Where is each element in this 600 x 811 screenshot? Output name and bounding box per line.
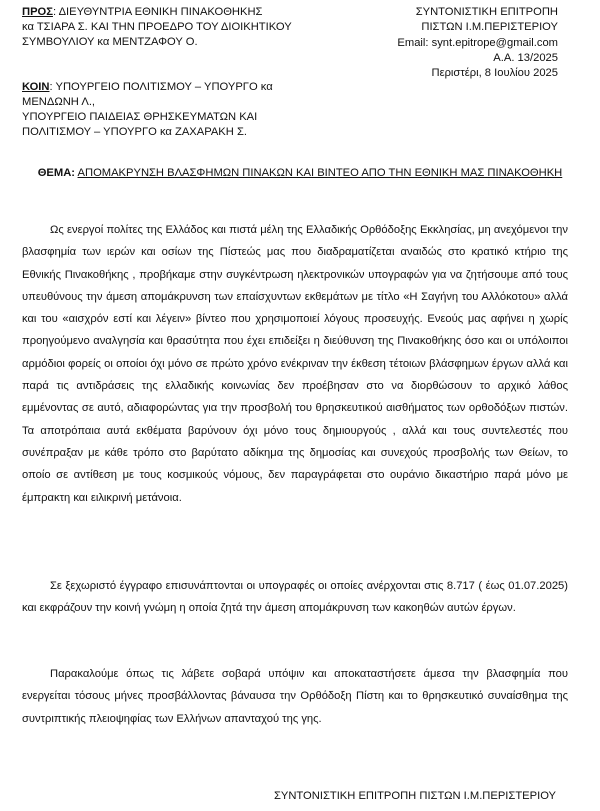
sender-email: Email: synt.epitrope@gmail.com bbox=[397, 36, 558, 49]
subject-text: ΑΠΟΜΑΚΡΥΝΣΗ ΒΛΑΣΦΗΜΩΝ ΠΙΝΑΚΩΝ ΚΑΙ ΒΙΝΤΕΟ ΑΠΟ ΤΗΝ ΕΘΝΙΚΗ ΜΑΣ ΠΙΝΑΚΟΘΗΚΗ bbox=[77, 167, 563, 179]
cc-line-3: ΥΠΟΥΡΓΕΙΟ ΠΑΙΔΕΙΑΣ ΘΡΗΣΚΕΥΜΑΤΩΝ ΚΑΙ bbox=[22, 111, 258, 123]
addressee-prefix: ΠΡΟΣ bbox=[22, 6, 53, 18]
addressee-line-2: κα ΤΣΙΑΡΑ Σ. ΚΑΙ ΤΗΝ ΠΡΟΕΔΡΟ ΤΟΥ ΔΙΟΙΚΗΤΙΚΟΥ bbox=[22, 21, 292, 33]
addressee-line-1 bbox=[22, 5, 262, 20]
reference-number: Α.Α. 13/2025 bbox=[493, 51, 558, 64]
addressee-line-3: ΣΥΜΒΟΥΛΙΟΥ κα ΜΕΝΤΖΑΦΟΥ Ο. bbox=[22, 36, 198, 48]
place-date: Περιστέρι, 8 Ιουλίου 2025 bbox=[431, 67, 558, 80]
subject-line bbox=[0, 166, 600, 181]
cc-line-2: ΜΕΝΔΩΝΗ Λ., bbox=[22, 96, 96, 108]
sender-block bbox=[397, 5, 558, 81]
cc-prefix: ΚΟΙΝ bbox=[22, 81, 50, 93]
addressee-text-1: : ΔΙΕΥΘΥΝΤΡΙΑ ΕΘΝΙΚΗ ΠΙΝΑΚΟΘΗΚΗΣ bbox=[52, 6, 263, 18]
cc-line-1 bbox=[22, 80, 273, 95]
subject-label: ΘΕΜΑ: bbox=[37, 167, 76, 179]
cc-text-1: : ΥΠΟΥΡΓΕΙΟ ΠΟΛΙΤΙΣΜΟΥ – ΥΠΟΥΡΓΟ κα bbox=[49, 81, 273, 93]
sender-line-1: ΣΥΝΤΟΝΙΣΤΙΚΗ ΕΠΙΤΡΟΠΗ bbox=[415, 6, 558, 18]
signature: ΣΥΝΤΟΝΙΣΤΙΚΗ ΕΠΙΤΡΟΠΗ ΠΙΣΤΩΝ Ι.Μ.ΠΕΡΙΣΤΕΡΙΟΥ bbox=[273, 790, 556, 802]
body-paragraph-2: Σε ξεχωριστό έγγραφο επισυνάπτονται οι υπογραφές οι οποίες ανέρχονται στις 8.717 ( έως 01.07.2025) και εκφράζουν την κοινή γνώμη η οποία ζητά την άμεση απομάκρυνση των κακοηθών αυτών έργων. bbox=[22, 580, 568, 615]
sender-line-2: ΠΙΣΤΩΝ Ι.Μ.ΠΕΡΙΣΤΕΡΙΟΥ bbox=[421, 21, 558, 34]
body-paragraph-1: Ως ενεργοί πολίτες της Ελλάδος και πιστά μέλη της Ελλαδικής Ορθόδοξης Εκκλησίας, μη ανεχόμενοι την βλασφημία των ιερών και οσίων της Πίστεώς μας που διαδραματίζεται αναιδώς στο κρατικό κτήριο της Εθνικής Πινακοθήκης , προβήκαμε στην συγκέντρωση ηλεκτρονικών υπογραφών για να ζητήσουμε από τους υπευθύνους την άμεση απομάκρυνση των επαίσχυντων εκθεμάτων με τίτλο «Η Σαγήνη του Αλλόκοτου» αλλά και του «αισχρόν εστί και λέγειν» βίντεο που χρησιμοποιεί λόγους προσευχής. Ενεούς μας αφήνει η χωρίς προηγούμενο αναλγησία και θρασύτητα που έχει επιδείξει η διεύθυνση της Πινακοθήκης όσο και οι υπόλοιποι αρμόδιοι φορείς οι οποίοι όχι μόνο σε πρώτο χρόνο ενέκριναν την έκθεση τέτοιων βλάσφημων έργων αλλά και παρά τις αντιδράσεις της ελλαδικής κοινωνίας δεν προέβησαν στο να διορθώσουν το αρχικό λάθος εμμένοντας σε αυτό, αδιαφορώντας για την προσβολή του θρησκευτικού αισθήματος των ορθοδόξων πιστών. Τα αποτρόπαια αυτά εκθέματα βαρύνουν όχι μόνο τους δημιουργούς , αλλά και τους συντελεστές που συνέπραξαν με κάθε τρόπο στο βαρύτατο αδίκημα της δημοσίας και συνεχούς προσβολής των Θείων, το οποίο σε αντίθεση με τους κοσμικούς νόμους, δεν παραγράφεται στο ουράνιο δικαστήριο παρά μόνο με έμπρακτη και ειλικρινή μετάνοια. bbox=[22, 224, 568, 504]
body-paragraph-3: Παρακαλούμε όπως τις λάβετε σοβαρά υπόψιν και αποκαταστήσετε άμεσα την βλασφημία που ενεργείται τόσους μήνες προσβάλλοντας βάναυσα την Ορθόδοξη Πίστη και το θρησκευτικό συναίσθημα της συντριπτικής πλειοψηφίας των Ελλήνων απανταχού της γης. bbox=[22, 668, 568, 725]
cc-line-4: ΠΟΛΙΤΙΣΜΟΥ – ΥΠΟΥΡΓΟ κα ΖΑΧΑΡΑΚΗ Σ. bbox=[22, 126, 247, 138]
